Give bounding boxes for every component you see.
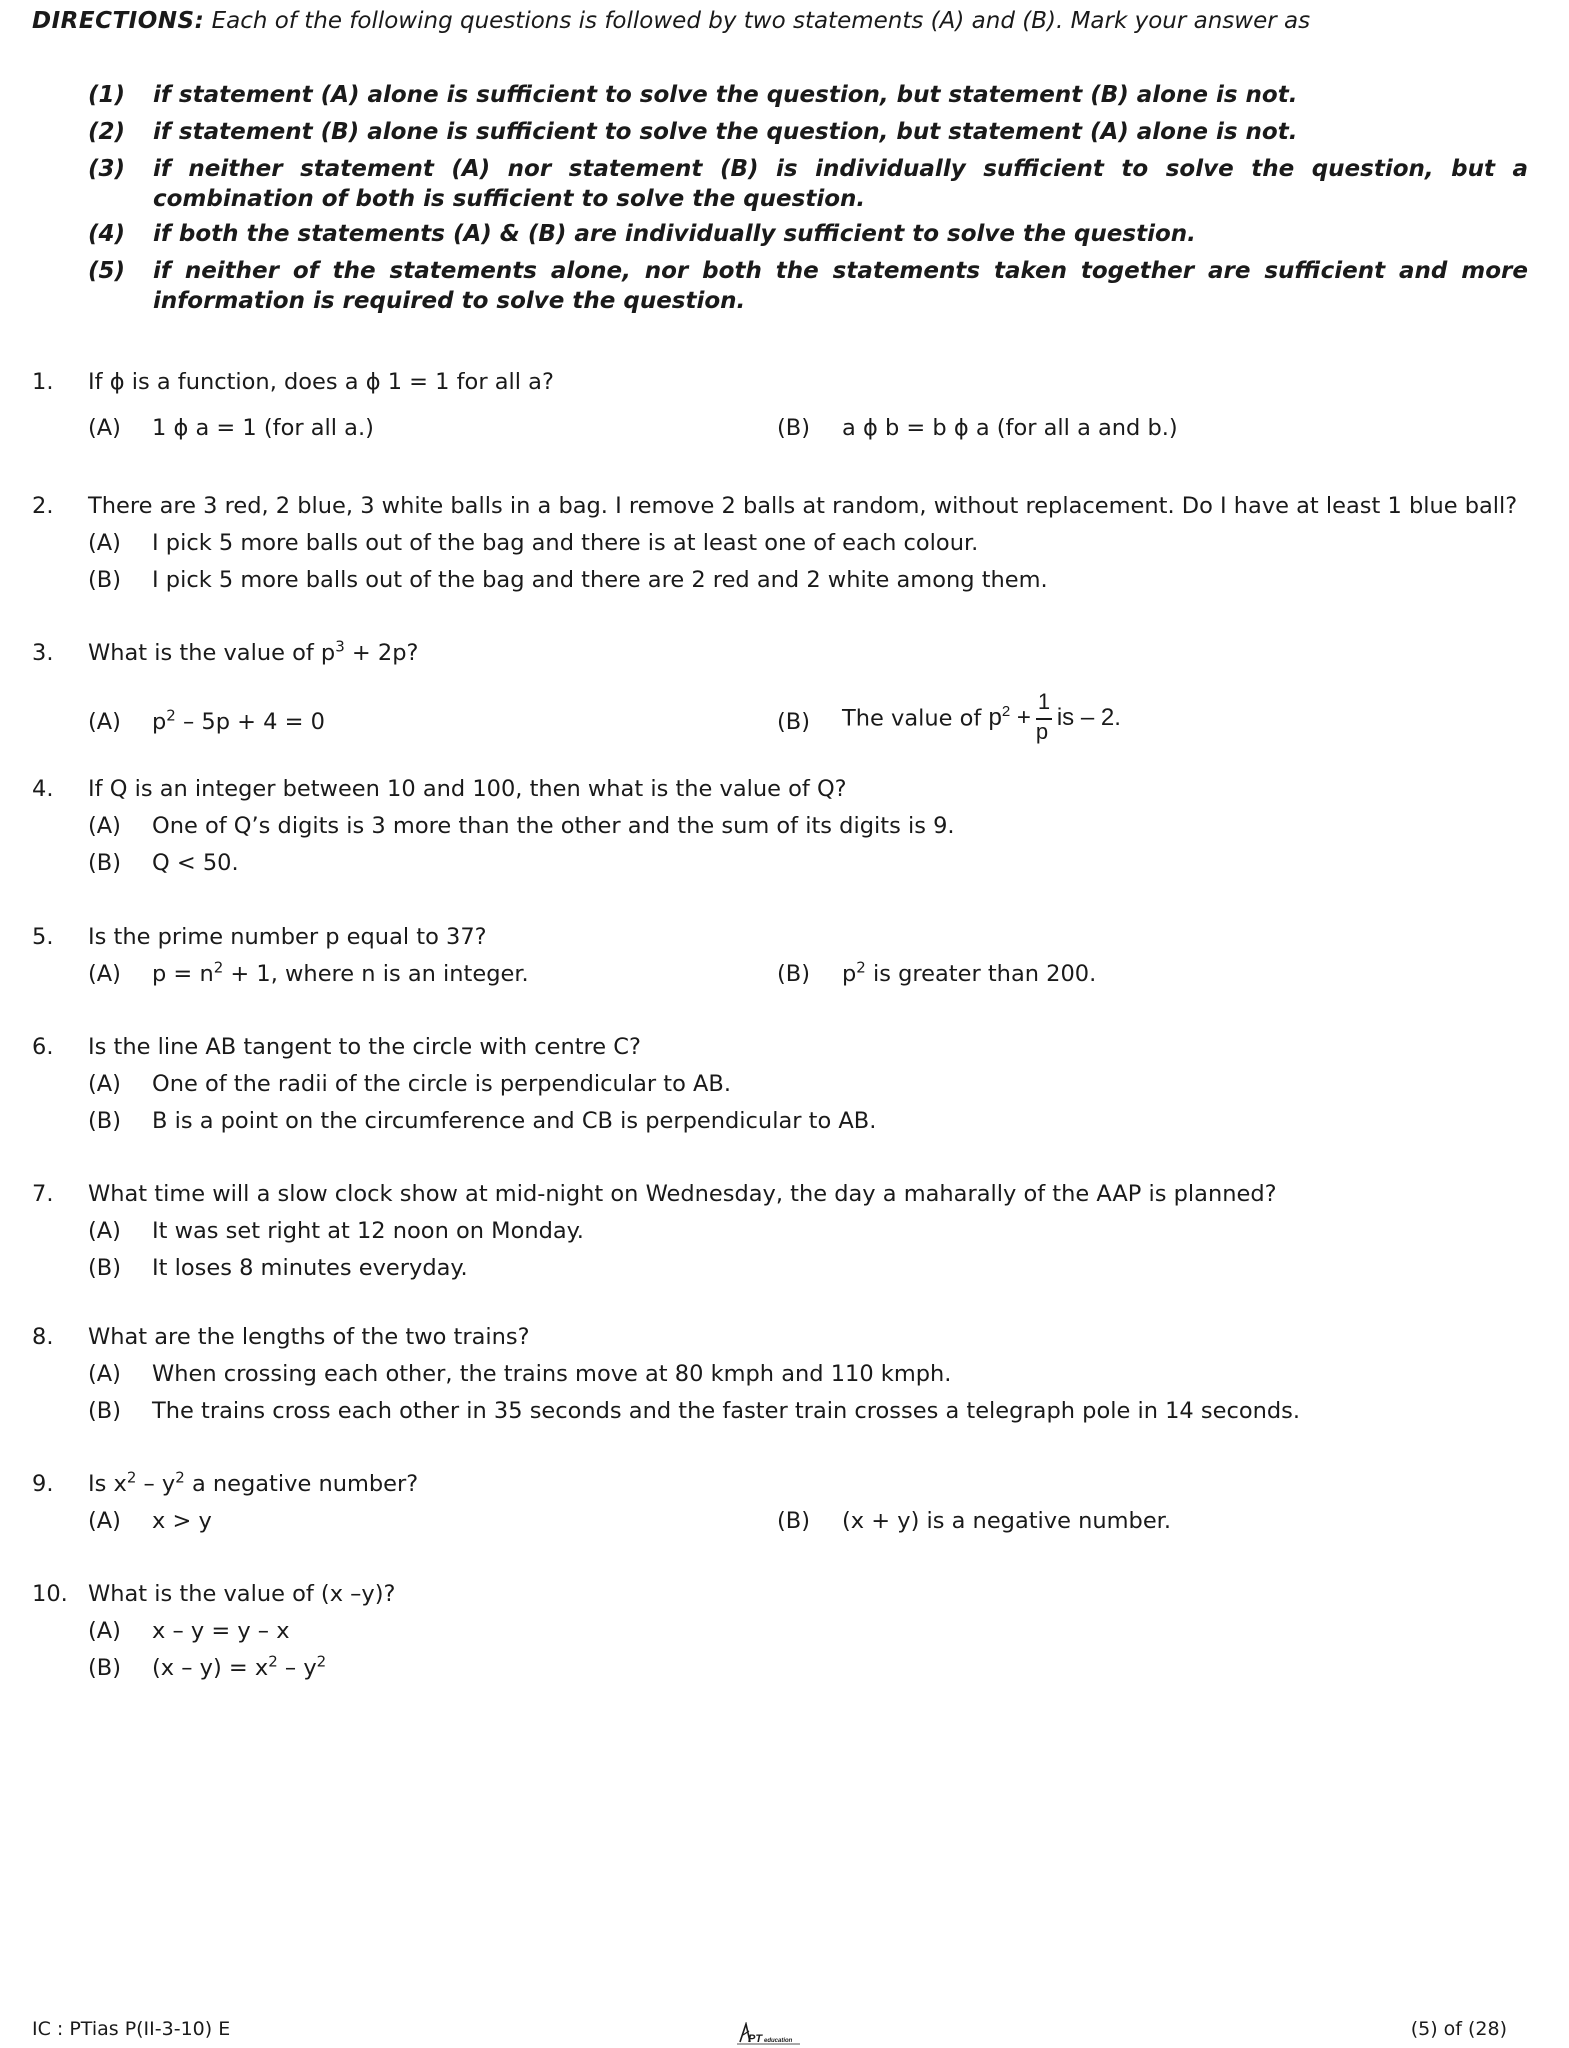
- statement-b: It loses 8 minutes everyday.: [152, 1255, 468, 1281]
- statement-a-label: (A): [88, 415, 121, 441]
- question-stem: What is the value of (x –y)?: [88, 1581, 396, 1607]
- statement-b: B is a point on the circumference and CB is perpendicular to AB.: [152, 1108, 877, 1134]
- directions-label: DIRECTIONS:: [32, 8, 205, 34]
- statement-b: a ϕ b = b ϕ a (for all a and b.): [842, 415, 1178, 441]
- page-number: (5) of (28): [1410, 2018, 1507, 2040]
- question-number: 4.: [32, 776, 54, 802]
- statement-a-label: (A): [88, 961, 121, 987]
- statement-a: It was set right at 12 noon on Monday.: [152, 1218, 584, 1244]
- question-stem: If ϕ is a function, does a ϕ 1 = 1 for all a?: [88, 369, 554, 395]
- statement-a: x – y = y – x: [152, 1618, 290, 1644]
- statement-a: I pick 5 more balls out of the bag and there is at least one of each colour.: [152, 530, 979, 556]
- pt-education-logo-icon: [734, 2022, 802, 2046]
- statement-b-label: (B): [88, 1255, 121, 1281]
- question-stem: What time will a slow clock show at mid-night on Wednesday, the day a maharally of the AAP is planned?: [88, 1181, 1277, 1207]
- question-number: 1.: [32, 369, 54, 395]
- statement-a-label: (A): [88, 1361, 121, 1387]
- statement-b-label: (B): [777, 415, 810, 441]
- direction-option-3: (3) if neither statement (A) nor statement (B) is individually sufficient to solve the question, but a combination of both is sufficient to solve the question.: [88, 156, 1528, 212]
- question-stem: What is the value of $p^3 + 2p$?: [88, 637, 419, 666]
- statement-a-label: (A): [88, 813, 121, 839]
- statement-a: x > y: [152, 1508, 212, 1534]
- directions-text: Each of the following questions is followed by two statements (A) and (B). Mark your answer as: [211, 8, 1311, 34]
- question-stem: What are the lengths of the two trains?: [88, 1324, 530, 1350]
- logo-subtext: education: [764, 2038, 793, 2044]
- question-number: 8.: [32, 1324, 54, 1350]
- question-stem: Is $x^2 - y^2$ a negative number?: [88, 1468, 419, 1497]
- statement-b: The value of $p^2$ + $\frac{1}{p}$ is – 2.: [842, 689, 1121, 744]
- question-number: 3.: [32, 640, 54, 666]
- question-stem: There are 3 red, 2 blue, 3 white balls in a bag. I remove 2 balls at random, without replacement. Do I have at least 1 blue ball?: [88, 493, 1518, 519]
- statement-b-label: (B): [88, 1655, 121, 1681]
- statement-b-label: (B): [88, 1398, 121, 1424]
- question-number: 5.: [32, 924, 54, 950]
- statement-b-label: (B): [88, 1108, 121, 1134]
- statement-b: $(x - y) = x^2 - y^2$: [152, 1652, 327, 1681]
- statement-a: 1 ϕ a = 1 (for all a.): [152, 415, 374, 441]
- statement-a: $p^2 - 5p + 4 = 0$: [152, 706, 325, 735]
- question-number: 9.: [32, 1471, 54, 1497]
- question-stem: Is the line AB tangent to the circle with centre C?: [88, 1034, 641, 1060]
- fraction-one-over-p: $\frac{1}{p}$: [1035, 689, 1051, 744]
- statement-b-label: (B): [88, 567, 121, 593]
- statement-b: I pick 5 more balls out of the bag and there are 2 red and 2 white among them.: [152, 567, 1048, 593]
- statement-b: $p^2$ is greater than 200.: [842, 958, 1097, 987]
- statement-b: (x + y) is a negative number.: [842, 1508, 1172, 1534]
- statement-a: One of the radii of the circle is perpendicular to AB.: [152, 1071, 731, 1097]
- statement-a-label: (A): [88, 1618, 121, 1644]
- question-number: 7.: [32, 1181, 54, 1207]
- statement-b-label: (B): [777, 961, 810, 987]
- statement-b-label: (B): [88, 850, 121, 876]
- statement-a-label: (A): [88, 709, 121, 735]
- statement-b-label: (B): [777, 709, 810, 735]
- statement-a-label: (A): [88, 530, 121, 556]
- statement-a: When crossing each other, the trains move at 80 kmph and 110 kmph.: [152, 1361, 952, 1387]
- statement-b: The trains cross each other in 35 seconds and the faster train crosses a telegraph pole in 14 seconds.: [152, 1398, 1301, 1424]
- statement-a-label: (A): [88, 1218, 121, 1244]
- statement-a: $p = n^2 + 1$, where n is an integer.: [152, 958, 529, 987]
- question-number: 6.: [32, 1034, 54, 1060]
- statement-b: Q < 50.: [152, 850, 239, 876]
- question-number: 10.: [32, 1581, 68, 1607]
- directions-heading: [32, 8, 1310, 34]
- footer-code: IC : PTias P(II-3-10) E: [32, 2018, 231, 2040]
- statement-a-label: (A): [88, 1071, 121, 1097]
- direction-option-5: (5) if neither of the statements alone, nor both the statements taken together are sufficient and more information is required to solve the question.: [88, 258, 1528, 314]
- logo-text: PT: [748, 2033, 763, 2045]
- question-number: 2.: [32, 493, 54, 519]
- statement-b-label: (B): [777, 1508, 810, 1534]
- question-stem: Is the prime number p equal to 37?: [88, 924, 487, 950]
- question-stem: If Q is an integer between 10 and 100, then what is the value of Q?: [88, 776, 847, 802]
- statement-a-label: (A): [88, 1508, 121, 1534]
- statement-a: One of Q’s digits is 3 more than the other and the sum of its digits is 9.: [152, 813, 955, 839]
